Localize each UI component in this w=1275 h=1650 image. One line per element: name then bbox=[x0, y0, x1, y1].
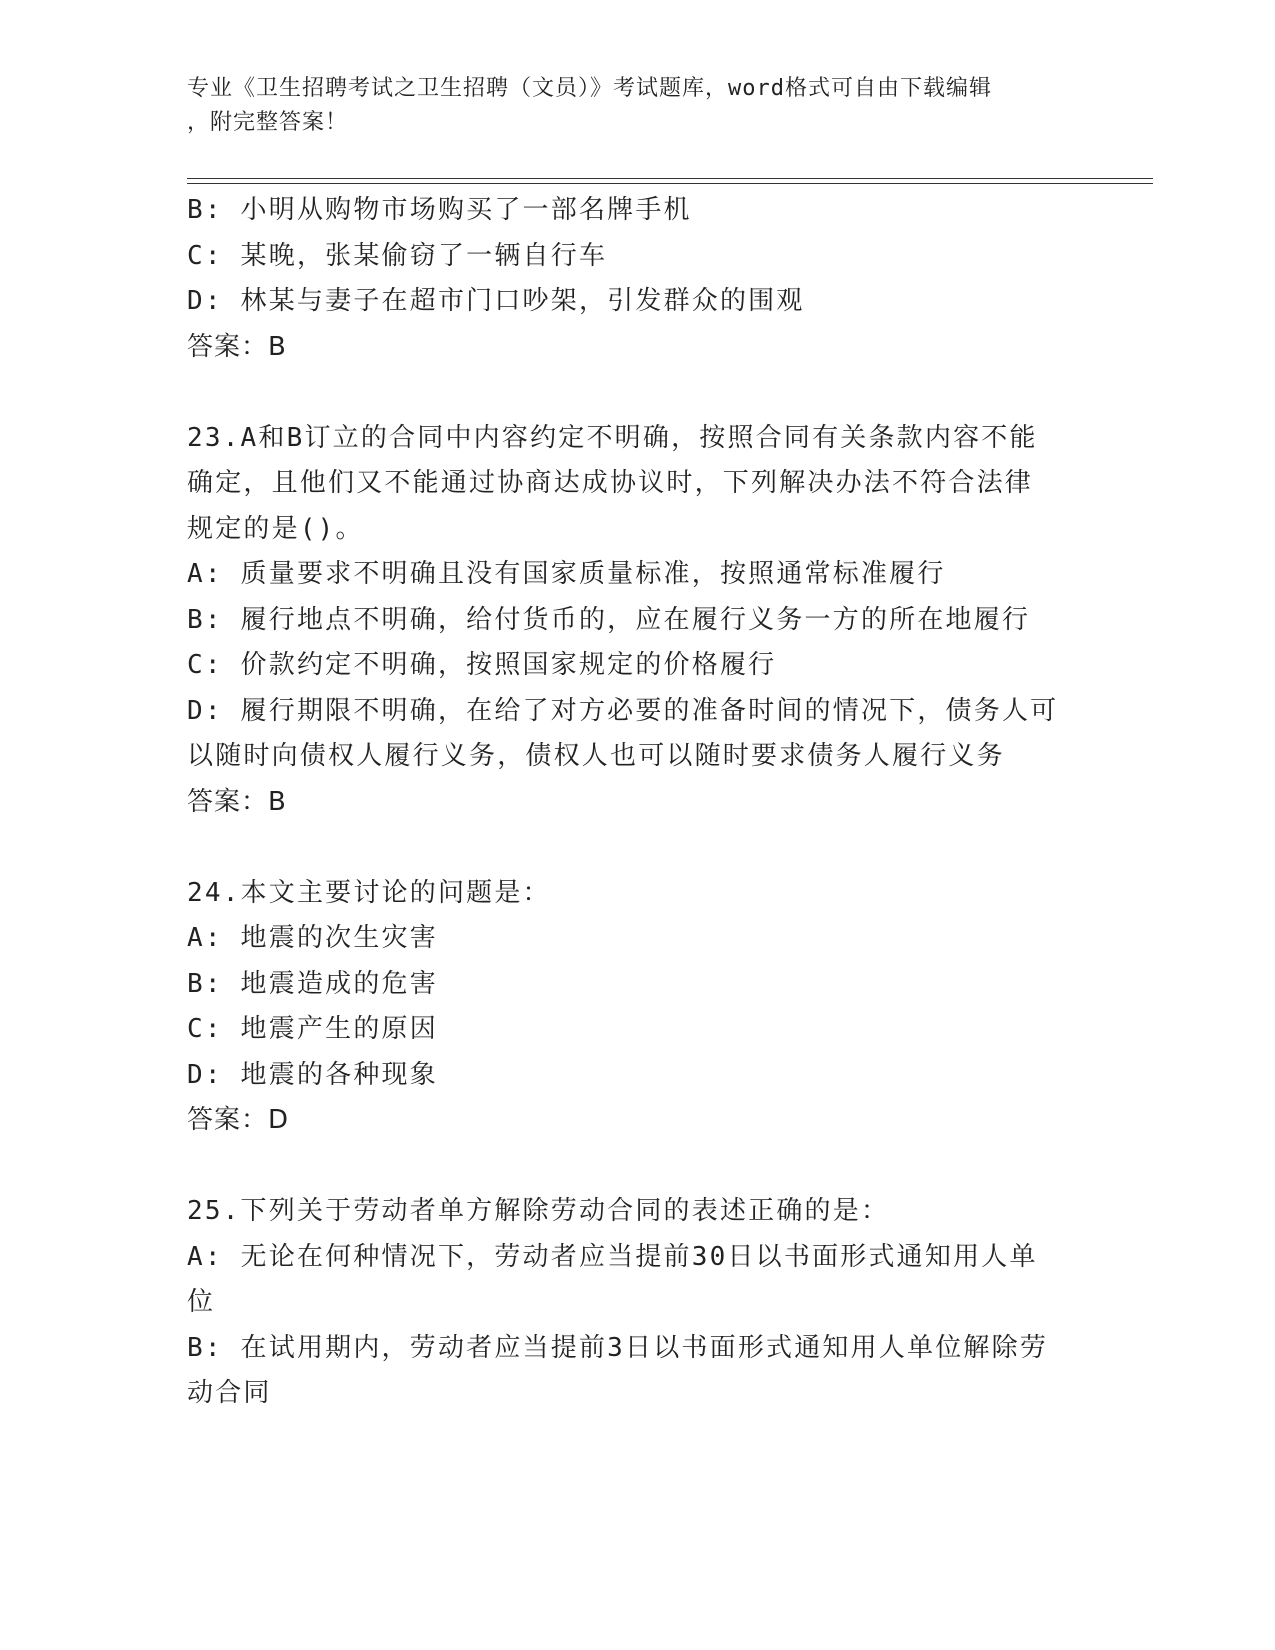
q24-answer: 答案：D bbox=[187, 1105, 290, 1135]
q25-stem: 25.下列关于劳动者单方解除劳动合同的表述正确的是： bbox=[187, 1196, 890, 1226]
q25-option-a-line-1: A: 无论在何种情况下，劳动者应当提前30日以书面形式通知用人单 bbox=[187, 1241, 1038, 1272]
q24-option-a: A: 地震的次生灾害 bbox=[187, 923, 438, 953]
q23-stem-line-3: 规定的是()。 bbox=[187, 513, 364, 544]
q23-option-d-line-1: D: 履行期限不明确，在给了对方必要的准备时间的情况下，债务人可 bbox=[187, 695, 1059, 726]
q24-stem: 24.本文主要讨论的问题是： bbox=[187, 877, 551, 908]
q23-option-b: B: 履行地点不明确，给付货币的，应在履行义务一方的所在地履行 bbox=[187, 604, 1031, 635]
question-22-tail bbox=[187, 188, 1087, 370]
q25-option-b-line-2: 动合同 bbox=[187, 1378, 272, 1408]
q24-option-d: D: 地震的各种现象 bbox=[187, 1059, 438, 1090]
q22-option-d: D: 林某与妻子在超市门口吵架，引发群众的围观 bbox=[187, 286, 805, 316]
question-list bbox=[187, 188, 1087, 1417]
spacer bbox=[187, 370, 1087, 416]
q22-answer: 答案：B bbox=[187, 331, 287, 362]
question-25 bbox=[187, 1189, 1087, 1417]
header-divider-top bbox=[187, 178, 1153, 179]
q23-option-d-line-2: 以随时向债权人履行义务，债权人也可以随时要求债务人履行义务 bbox=[187, 741, 1005, 771]
q25-option-b-line-1: B: 在试用期内，劳动者应当提前3日以书面形式通知用人单位解除劳 bbox=[187, 1332, 1049, 1363]
q23-stem-line-2: 确定，且他们又不能通过协商达成协议时，下列解决办法不符合法律 bbox=[187, 468, 1034, 498]
q23-option-c: C: 价款约定不明确，按照国家规定的价格履行 bbox=[187, 650, 777, 680]
header-divider-bottom bbox=[187, 183, 1153, 184]
spacer bbox=[187, 825, 1087, 871]
header-line-1: 专业《卫生招聘考试之卫生招聘（文员）》考试题库，word格式可自由下载编辑 bbox=[187, 76, 992, 101]
question-23 bbox=[187, 416, 1087, 826]
document-header bbox=[187, 72, 1067, 140]
q24-option-c: C: 地震产生的原因 bbox=[187, 1014, 438, 1044]
q25-option-a-line-2: 位 bbox=[187, 1287, 216, 1317]
q23-answer: 答案：B bbox=[187, 786, 287, 817]
question-24 bbox=[187, 871, 1087, 1144]
q23-option-a: A: 质量要求不明确且没有国家质量标准，按照通常标准履行 bbox=[187, 559, 946, 589]
header-line-2: ，附完整答案！ bbox=[187, 110, 349, 135]
q24-option-b: B: 地震造成的危害 bbox=[187, 968, 438, 999]
q23-stem-line-1: 23.A和B订立的合同中内容约定不明确，按照合同有关条款内容不能 bbox=[187, 422, 1038, 453]
spacer bbox=[187, 1144, 1087, 1190]
q22-option-c: C: 某晚，张某偷窃了一辆自行车 bbox=[187, 240, 608, 271]
q22-option-b: B: 小明从购物市场购买了一部名牌手机 bbox=[187, 195, 692, 225]
